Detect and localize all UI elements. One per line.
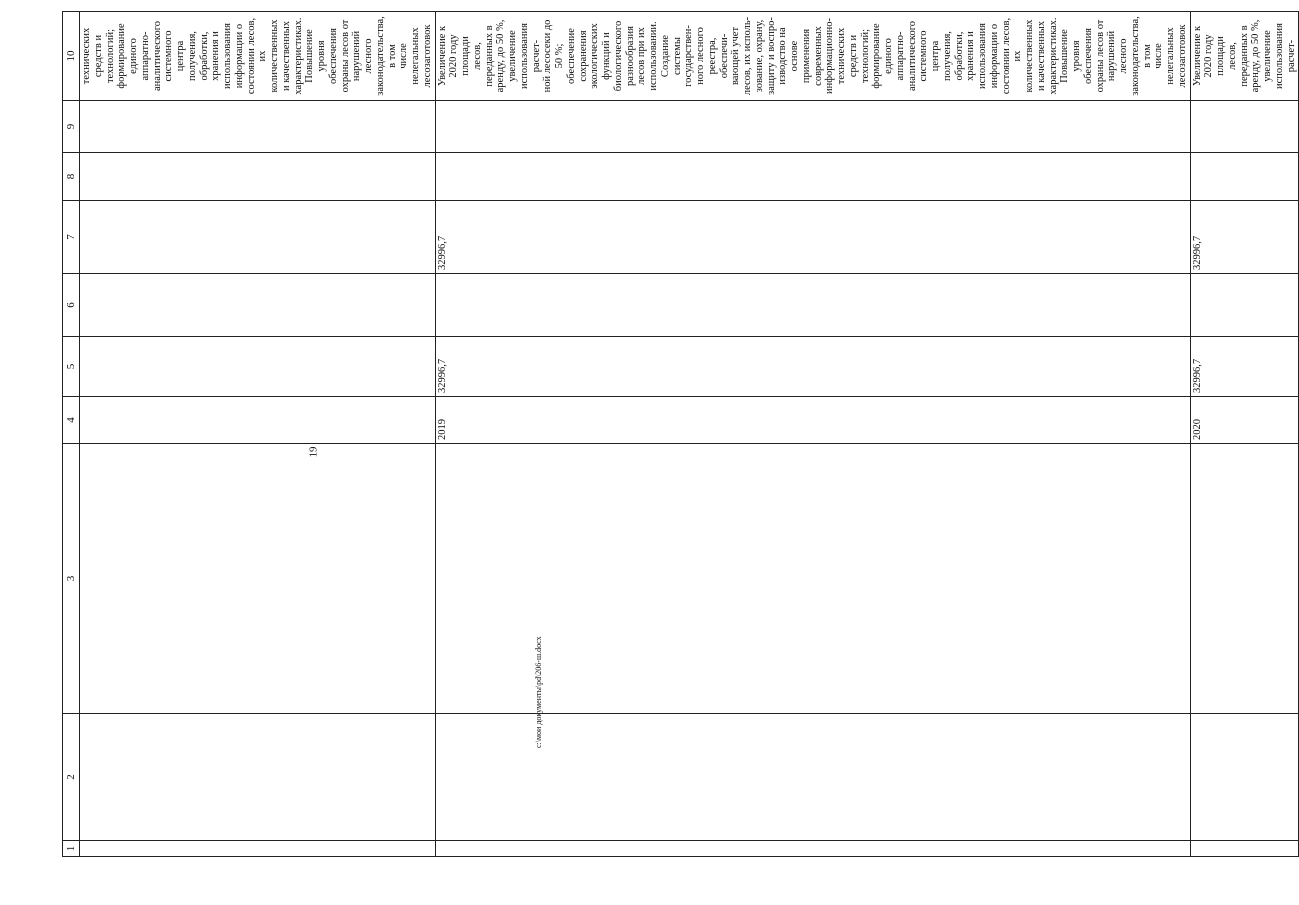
cell-value-9 — [1190, 101, 1299, 153]
cell-col1 — [1190, 841, 1299, 857]
cell-col2 — [80, 714, 436, 841]
rotated-table-container — [62, 12, 1297, 857]
header-col-5: 5 — [63, 337, 80, 397]
cell-description: Увеличение к 2020 году площади лесов, переданных в аренду, до 50 %, увеличение использования расчет- — [1190, 12, 1299, 101]
cell-description: технических средств и технологий; формирование единого аппаратно- аналитического системного центра получения, обработки, хранения и использования информации о состоянии лесов, их количественных и качественных характеристиках. Повышение уровня обеспечения охраны лесов от нарушений лесного законодательства, в том числе нелегальных лесозаготовок — [80, 12, 436, 101]
cell-value-7: 32996,7 — [1190, 201, 1299, 274]
cell-value-7: 32996,7 — [435, 201, 1190, 274]
cell-value-9 — [80, 101, 436, 153]
page-number: 19 — [307, 446, 320, 458]
cell-col2 — [435, 714, 1190, 841]
cell-value-6 — [80, 274, 436, 337]
header-col-10: 10 — [63, 12, 80, 101]
header-col-4: 4 — [63, 397, 80, 444]
cell-value-5 — [80, 337, 436, 397]
cell-value-5: 32996,7 — [435, 337, 1190, 397]
header-col-6: 6 — [63, 274, 80, 337]
cell-description: Увеличение к 2020 году площади лесов, переданных в аренду, до 50 %, увеличение использования расчет- ной лесосеки до 50 %; обеспечение сохранения экологических функций и биологического разнообразия лесов при их использовании. Создание системы государствен- ного лесного реестра, обеспечи- вающей учет лесов, их исполь- зование, охрану, защиту и воспро- изводство на основе применения современных информационно- технических средств и технологий; формирование единого аппаратно- аналитического системного центра получения, обработки, хранения и использования информации о состоянии лесов, их количественных и качественных характеристиках. Повышение уровня обеспечения охраны лесов от нарушений лесного законодательства, в том числе нелегальных лесозаготовок — [435, 12, 1190, 101]
header-col-7: 7 — [63, 201, 80, 274]
table-row — [80, 12, 436, 857]
file-path: c:\мои документы\рd\206-ш.docx — [534, 636, 543, 748]
cell-value-5: 32996,7 — [1190, 337, 1299, 397]
cell-col3 — [1190, 444, 1299, 714]
cell-value-6 — [435, 274, 1190, 337]
header-row — [63, 12, 80, 857]
table-row — [435, 12, 1190, 857]
cell-col2 — [1190, 714, 1299, 841]
header-col-2: 2 — [63, 714, 80, 841]
cell-value-7 — [80, 201, 436, 274]
cell-col3 — [80, 444, 436, 714]
cell-col1 — [435, 841, 1190, 857]
header-col-8: 8 — [63, 153, 80, 201]
cell-value-8 — [435, 153, 1190, 201]
cell-value-8 — [80, 153, 436, 201]
header-col-9: 9 — [63, 101, 80, 153]
cell-col3 — [435, 444, 1190, 714]
cell-value-8 — [1190, 153, 1299, 201]
header-col-1: 1 — [63, 841, 80, 857]
cell-col1 — [80, 841, 436, 857]
cell-value-9 — [435, 101, 1190, 153]
cell-year — [80, 397, 436, 444]
cell-year: 2019 — [435, 397, 1190, 444]
header-col-3: 3 — [63, 444, 80, 714]
cell-year: 2020 — [1190, 397, 1299, 444]
table-row — [1190, 12, 1299, 857]
cell-value-6 — [1190, 274, 1299, 337]
program-table — [62, 11, 1299, 857]
